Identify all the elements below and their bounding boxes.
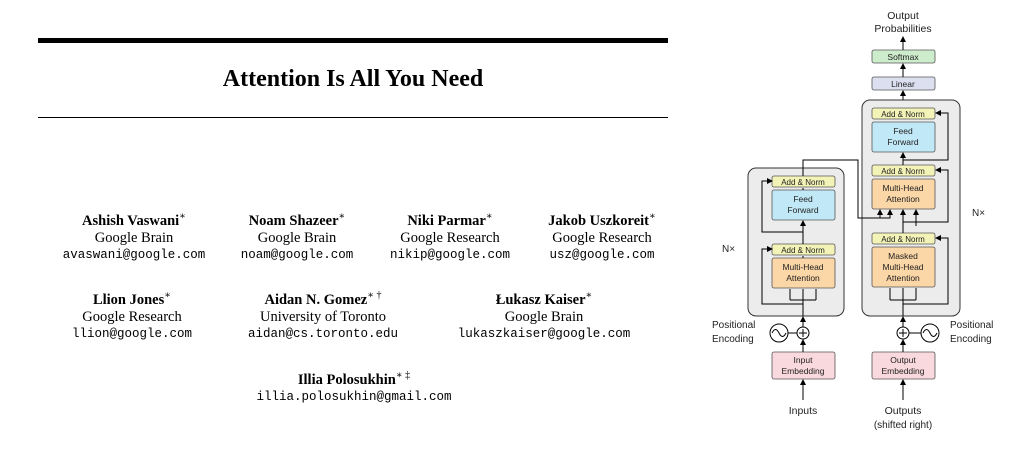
author-affiliation: Google Research (552, 229, 652, 246)
author-email[interactable]: lukaszkaiser@google.com (457, 326, 631, 341)
author-name: Illia Polosukhin∗ ‡ (297, 370, 411, 388)
positional-encoding-right-line1: Positional (950, 320, 994, 331)
encoder-mha-label-line1: Multi-Head (782, 262, 824, 272)
encoder-add-norm-top-label: Add & Norm (781, 178, 825, 187)
shifted-right-label: (shifted right) (873, 420, 933, 431)
author-block (228, 208, 366, 264)
author-affiliation: Google Research (82, 308, 182, 325)
author-block (234, 367, 474, 406)
decoder-cross-attention-label-line2: Attention (886, 194, 920, 204)
decoder-add-norm-lower-label: Add & Norm (881, 235, 925, 244)
author-name: Łukasz Kaiser∗ (495, 290, 593, 308)
author-block (376, 208, 524, 264)
author-name: Jakob Uszkoreit∗ (548, 211, 656, 229)
author-email[interactable]: avaswani@google.com (62, 247, 206, 262)
title-top-rule (38, 38, 668, 43)
decoder-masked-label-line1: Masked (888, 251, 918, 261)
output-embedding-label-line1: Output (890, 355, 916, 365)
author-email[interactable]: usz@google.com (549, 247, 655, 262)
author-email[interactable]: nikip@google.com (389, 247, 511, 262)
positional-encoding-left-line1: Positional (712, 320, 756, 331)
inputs-label: Inputs (788, 405, 818, 417)
encoder-feed-forward-label-line2: Forward (787, 205, 819, 215)
decoder-cross-attention-label-line1: Multi-Head (882, 183, 924, 193)
author-block (52, 208, 216, 264)
paper-title: Attention Is All You Need (222, 66, 484, 92)
output-probabilities-label-line1: Output (887, 10, 919, 22)
author-affiliation: Google Brain (504, 308, 584, 325)
author-affiliation: Google Brain (257, 229, 337, 246)
decoder-masked-label-line2: Multi-Head (882, 262, 924, 272)
decoder-feed-forward-label-line2: Forward (887, 137, 919, 147)
author-email[interactable]: llion@google.com (71, 326, 193, 341)
title-bottom-rule (38, 117, 668, 118)
author-name: Aidan N. Gomez∗ † (264, 290, 382, 308)
positional-encoding-right-line2: Encoding (950, 334, 992, 345)
decoder-nx-label: N× (972, 208, 986, 219)
encoder-nx-label: N× (722, 244, 736, 255)
author-name: Noam Shazeer∗ (248, 211, 346, 229)
author-block (234, 287, 412, 343)
author-affiliation: Google Research (400, 229, 500, 246)
decoder-add-norm-middle-label: Add & Norm (881, 167, 925, 176)
input-embedding-label-line1: Input (793, 355, 813, 365)
softmax-label: Softmax (887, 52, 919, 62)
decoder-add-norm-top-label: Add & Norm (881, 110, 925, 119)
author-block (440, 287, 648, 343)
linear-label: Linear (891, 79, 915, 89)
author-name: Niki Parmar∗ (407, 211, 493, 229)
encoder-feed-forward-label-line1: Feed (793, 194, 813, 204)
positional-encoding-left-line2: Encoding (712, 334, 754, 345)
author-name: Ashish Vaswani∗ (82, 211, 186, 229)
author-email[interactable]: noam@google.com (240, 247, 354, 262)
output-embedding-label-line2: Embedding (881, 366, 925, 376)
decoder-masked-label-line3: Attention (886, 273, 920, 283)
author-email[interactable]: aidan@cs.toronto.edu (247, 326, 399, 341)
outputs-label: Outputs (884, 405, 922, 417)
author-name: Llion Jones∗ (92, 290, 172, 308)
author-block (58, 287, 206, 343)
decoder-feed-forward-label-line1: Feed (893, 126, 913, 136)
author-affiliation: Google Brain (94, 229, 174, 246)
transformer-architecture-diagram (700, 0, 1034, 471)
author-block (530, 208, 674, 264)
author-email[interactable]: illia.polosukhin@gmail.com (256, 389, 452, 404)
output-probabilities-label-line2: Probabilities (874, 23, 932, 35)
encoder-mha-label-line2: Attention (786, 273, 820, 283)
input-embedding-label-line2: Embedding (781, 366, 825, 376)
author-affiliation: University of Toronto (260, 308, 386, 325)
encoder-add-norm-lower-label: Add & Norm (781, 246, 825, 255)
